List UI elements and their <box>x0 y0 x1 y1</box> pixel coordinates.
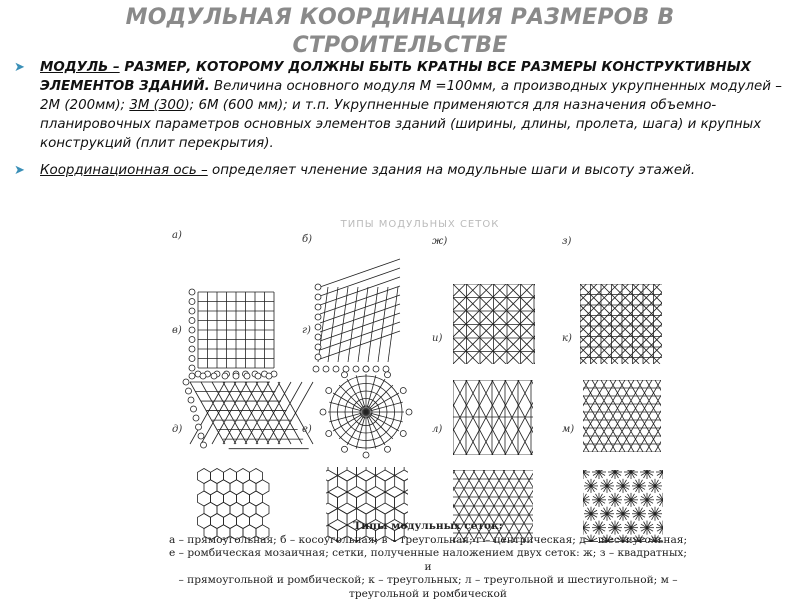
figure-ghost-heading: ТИПЫ МОДУЛЬНЫХ СЕТОК <box>340 219 500 230</box>
panel-label-v: в) <box>172 325 182 336</box>
panel-label-zh: ж) <box>432 236 448 247</box>
panel-label-z: з) <box>562 236 572 247</box>
title-line-2: СТРОИТЕЛЬСТВЕ <box>292 33 508 58</box>
panel-label-l: л) <box>432 424 443 435</box>
caption-line-1: а – прямоугольная; б – косоугольная; в – треугольная; г – центрическая; д – шестиугольная; <box>168 533 688 546</box>
module-details-a: Величина основного модуля М =100мм, а производных укрупненных модулей – 2М (200мм); <box>40 79 782 113</box>
module-3m: 3М (300 <box>129 98 185 113</box>
axis-definition: определяет членение здания на модульные шаги и высоту этажей. <box>207 163 696 178</box>
grid-oblique <box>313 259 400 372</box>
term-axis: Координационная ось – <box>40 163 208 178</box>
module-details-b: ); 6М (600 мм); и т.п. Укрупненные применяются для назначения объемно-планировочных параметров основных элементов зданий (ширины, длины, пролета, шага) и крупных конструкций (плит перекрытия). <box>40 98 762 151</box>
panel-label-m: м) <box>562 424 575 435</box>
caption-line-2: е – ромбическая мозаичная; сетки, полученные наложением двух сеток: ж; з – квадратных; и <box>169 547 687 573</box>
bullet-axis <box>14 161 784 180</box>
bullet-arrow-icon: ➤ <box>14 60 25 75</box>
bullet-module <box>14 58 784 153</box>
grid-triangular <box>183 373 313 449</box>
panel-label-d: д) <box>172 424 183 435</box>
slide-title <box>0 4 800 60</box>
grid-double-triangular <box>493 380 688 452</box>
panel-label-i: и) <box>432 333 443 344</box>
title-line-1: МОДУЛЬНАЯ КООРДИНАЦИЯ РАЗМЕРОВ В <box>125 5 675 30</box>
bullet-arrow-icon: ➤ <box>14 163 25 178</box>
caption-title: Типы модульных сеток: <box>353 520 503 532</box>
panel-label-e: е) <box>302 424 312 435</box>
panel-label-k: к) <box>562 333 572 344</box>
module-definition: РАЗМЕР, КОТОРОМУ ДОЛЖНЫ БЫТЬ КРАТНЫ ВСЕ РАЗМЕРЫ КОНСТРУКТИВНЫХ ЭЛЕМЕНТОВ ЗДАНИЙ. <box>40 60 751 94</box>
grid-centric <box>320 366 412 458</box>
caption-line-4: треугольной и ромбической <box>349 587 507 600</box>
caption-line-3: – прямоугольной и ромбической; к – треугольных; л – треугольной и шестиугольной; м – <box>178 574 678 587</box>
panel-label-b: б) <box>302 234 313 245</box>
panel-label-a: а) <box>172 230 182 241</box>
panel-label-g: г) <box>302 325 311 336</box>
figure-caption <box>168 520 688 602</box>
term-module: МОДУЛЬ – <box>40 60 120 75</box>
grid-rectangular <box>189 289 277 377</box>
bullet-list <box>14 58 784 188</box>
